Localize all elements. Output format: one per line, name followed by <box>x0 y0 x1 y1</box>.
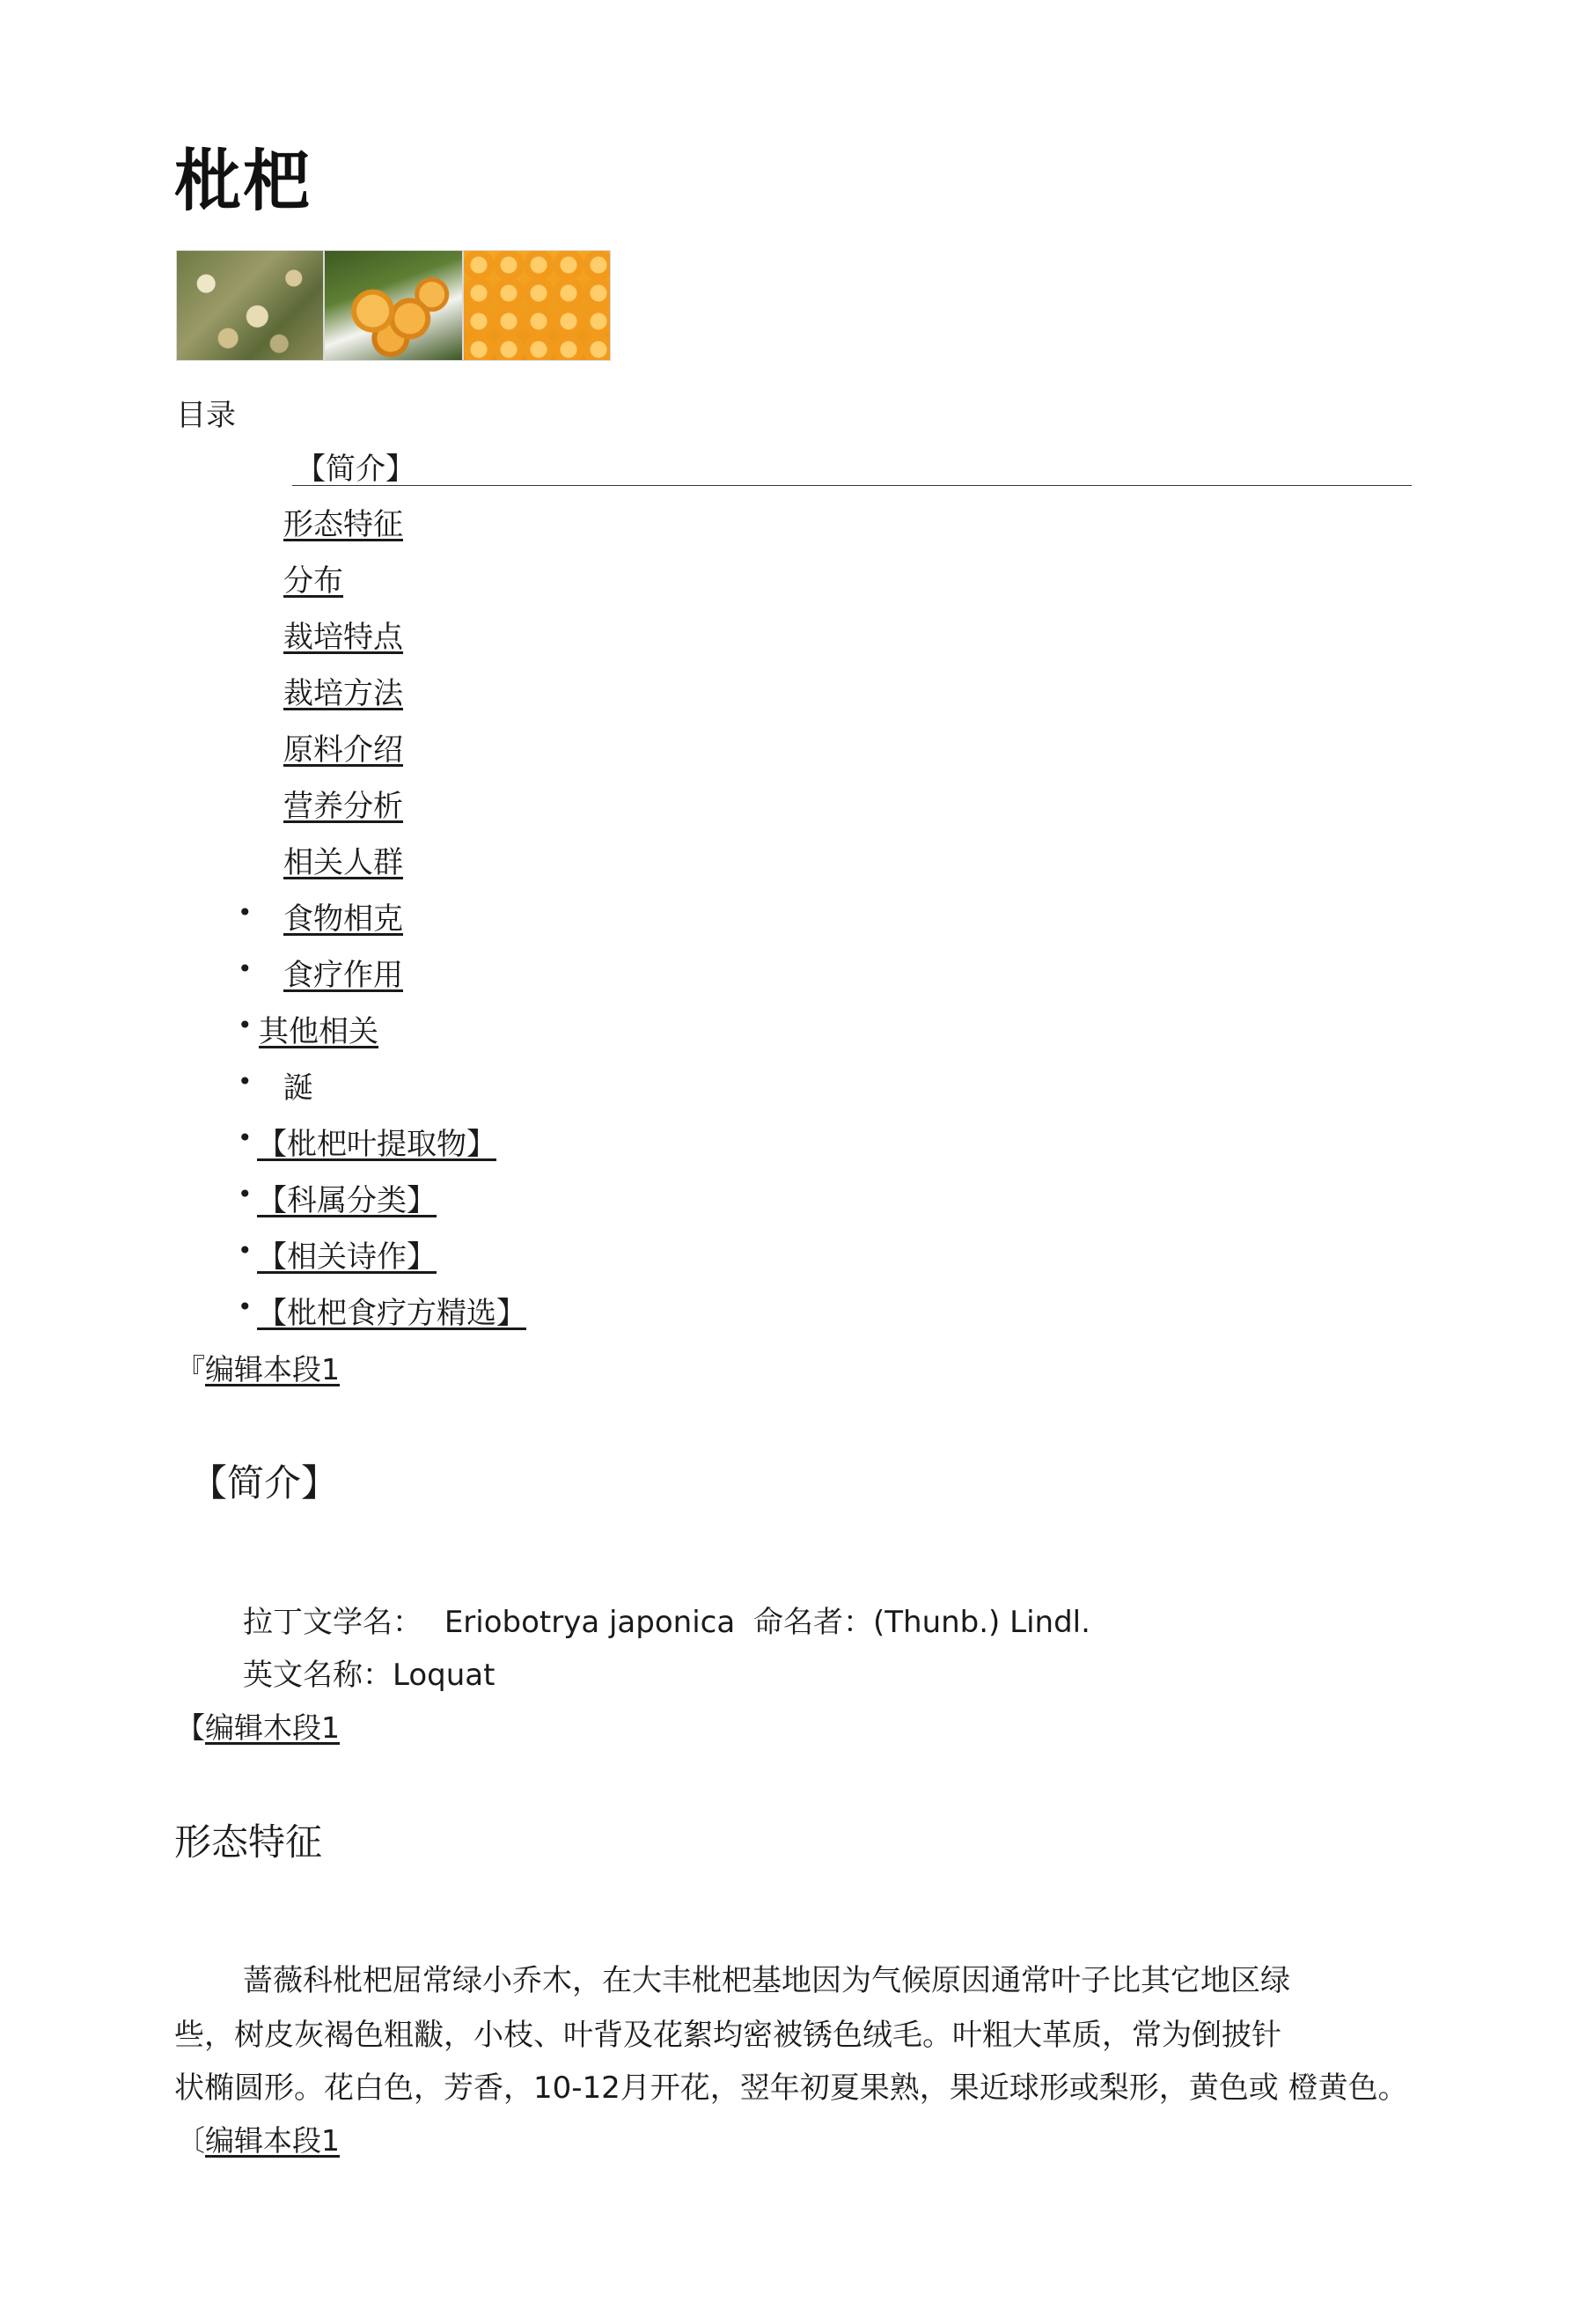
edit-link-label[interactable]: 编辑本段 <box>205 1352 321 1386</box>
loquat-fruits-closeup-image <box>463 250 611 361</box>
edit-section-link[interactable] <box>176 1347 340 1388</box>
toc-item[interactable]: 【相关诗作】 <box>257 1239 437 1275</box>
toc-divider <box>292 485 1412 486</box>
english-name-line <box>243 1651 495 1694</box>
english-name-value: Loquat <box>393 1658 496 1693</box>
edit-link-suffix: 1 <box>321 2123 340 2158</box>
toc-item[interactable]: 誕 <box>283 1070 313 1106</box>
paragraph-line: 些，树皮灰褐色粗黻，小枝、叶背及花絮均密被锈色绒毛。叶粗大革质，常为倒披针 <box>174 2018 1281 2053</box>
bullet-icon: • <box>238 1123 253 1152</box>
edit-link-label[interactable]: 编辑木段 <box>205 1710 321 1745</box>
toc-label: 目录 <box>176 398 236 433</box>
paragraph-line: 蔷薇科枇杷屈常绿小乔木，在大丰枇杷基地因为气候原因通常叶子比其它地区绿 <box>243 1963 1290 1998</box>
toc-item[interactable]: 【枇杷叶提取物】 <box>257 1127 496 1162</box>
edit-link-suffix: 1 <box>321 1710 340 1745</box>
english-name-label: 英文名称： <box>243 1658 393 1693</box>
section-heading-morphology: 形态特征 <box>174 1820 323 1864</box>
namer-label: 命名者： <box>752 1605 873 1640</box>
toc-item[interactable]: 相关人群 <box>283 845 403 880</box>
bullet-icon: • <box>238 954 253 983</box>
edit-link-label[interactable]: 编辑本段 <box>205 2123 321 2158</box>
edit-link-prefix: 〔 <box>176 2123 205 2158</box>
loquat-fruit-on-tree-image <box>324 250 463 361</box>
bullet-icon: • <box>238 1011 253 1040</box>
paragraph-line: 状椭圆形。花白色，芳香，10-12月开花，翌年初夏果熟，果近球形或梨形，黄色或 橙黄色。 <box>174 2070 1408 2106</box>
edit-section-link[interactable] <box>176 1705 340 1747</box>
page-title: 枇杷 <box>174 142 312 220</box>
toc-item[interactable]: 食疗作用 <box>283 958 403 993</box>
edit-link-prefix: 『 <box>176 1352 205 1386</box>
latin-name-value: Eriobotrya japonica <box>444 1605 736 1640</box>
toc-item[interactable]: 其他相关 <box>259 1014 378 1049</box>
section-heading-intro: 【简介】 <box>190 1461 339 1504</box>
bullet-icon: • <box>238 1236 253 1265</box>
edit-link-prefix: 【 <box>176 1710 205 1745</box>
bullet-icon: • <box>238 898 253 927</box>
toc-item[interactable]: 原料介绍 <box>283 732 403 768</box>
loquat-flowers-image <box>176 250 324 361</box>
toc-item[interactable]: 食物相克 <box>283 901 403 937</box>
edit-section-link[interactable] <box>176 2118 340 2159</box>
latin-name-label: 拉丁文学名： <box>243 1605 422 1640</box>
toc-item[interactable]: 分布 <box>283 563 343 599</box>
bullet-icon: • <box>238 1180 253 1209</box>
namer-value: (Thunb.) Lindl. <box>872 1605 1090 1640</box>
loquat-banner <box>176 250 616 361</box>
latin-name-line <box>243 1598 1090 1641</box>
toc-item[interactable]: 【枇杷食疗方精选】 <box>257 1296 526 1331</box>
bullet-icon: • <box>238 1067 253 1096</box>
toc-item[interactable]: 营养分析 <box>283 789 403 824</box>
edit-link-suffix: 1 <box>321 1352 340 1386</box>
toc-item[interactable]: 【科属分类】 <box>257 1183 437 1218</box>
toc-item[interactable]: 裁培特点 <box>283 620 403 655</box>
toc-item[interactable]: 形态特征 <box>283 507 403 542</box>
bullet-icon: • <box>238 1292 253 1321</box>
toc-item-intro[interactable]: 【简介】 <box>296 452 415 487</box>
toc-item[interactable]: 裁培方法 <box>283 676 403 711</box>
